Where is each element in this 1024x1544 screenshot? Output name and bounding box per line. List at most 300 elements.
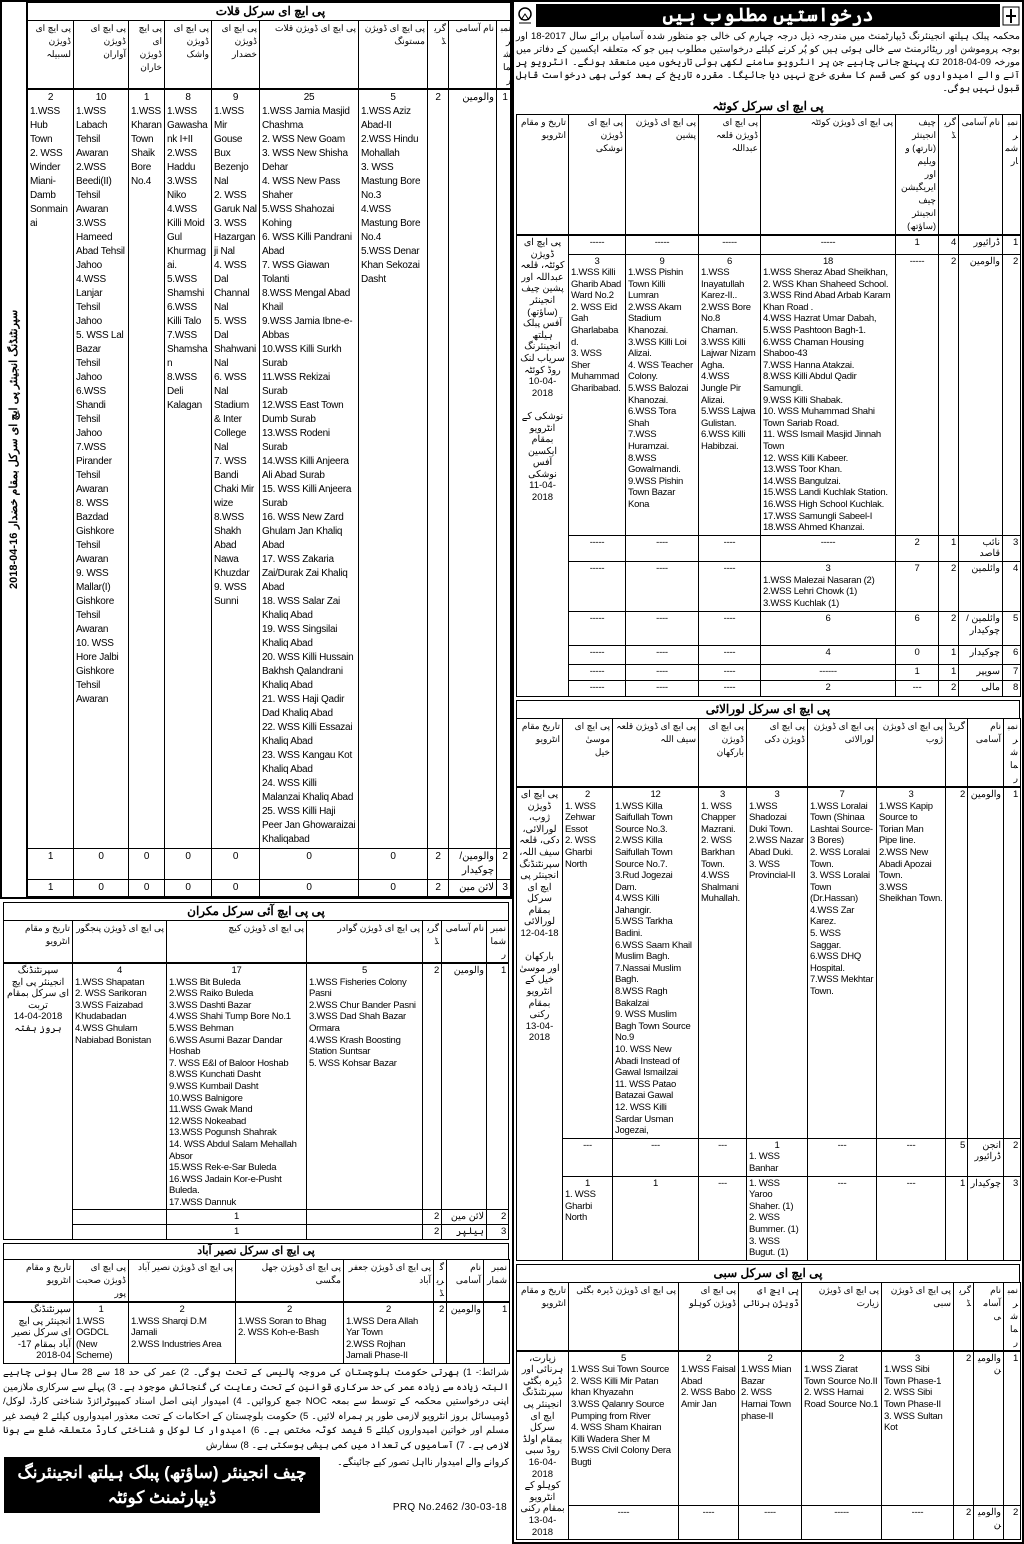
station-list: 1.WSS Dera Allah Yar Town 2.WSS Rojhan Jamali Phase-II [346,1315,419,1362]
interview-date-venue: زیارت، ہرنائی اور ڈیرہ بگٹی سپرنٹنڈنگ انجینئر پی ایچ ای سرکل بمقام اولڈ روڈ سبی 16-04-2018 کوہلو کے انٹرویو بمقام رکنی 13-04-2018 [517,1351,569,1540]
table-row [4,963,509,1210]
serial-number: 7 [1003,664,1021,680]
serial-number: 1 [484,1302,510,1363]
serial-number: 2 [1003,254,1021,535]
column-header: پی ایچ ای ڈویژن خاران [129,21,165,90]
station-list-cell [761,561,896,611]
column-header: نام آسامی [974,1282,1004,1351]
serial-number: 4 [1003,561,1021,611]
post-count: 10 [95,92,107,103]
naseerabad-vacancy-table [3,1259,510,1364]
column-header: گریڈ [946,718,968,787]
column-header: پی ایچ ای ڈویژن کوئٹہ [761,115,896,236]
post-name: والومین [968,787,1004,1138]
station-list: 1.WSS Aziz Abad-II 2.WSS Hindu Mohallah 3. WSS Mastung Bore No.3 4.WSS Mastung Bore No.4 5.WSS Denar Khan Sekozai Dasht [361,106,421,285]
post-count: 5 [361,965,368,976]
station-list: 1.WSS Kapip Source to Torian Man Pipe line. 2.WSS New Abadi Apozai Town. 3.WSS Sheikhan Town. [879,800,943,905]
table-cell: ---- [699,680,761,696]
station-list: 1.WSS Inayatullah Karez-II.. 2.WSS Bore No.8 Chaman. 3.WSS Killi Lajwar Nizam Agha. 4.WSS Jungle Pir Alizai. 5.WSS Lajwa Gulistan. 6.WSS Killi Habibzai. [701,267,756,452]
station-list-cell [626,254,699,535]
station-list-cell [74,1302,129,1363]
column-header: پی ایچ ای ڈویژن کیچ [167,921,307,964]
grade: 2 [423,1210,442,1225]
table-cell: ----- [761,235,896,254]
kalat-vacancy-table [27,20,514,897]
phe-logo-icon [1002,6,1020,26]
station-list: 1.WSS Killi Gharib Abad Ward No.2 2. WSS Eid Gah Gharlababad. 3. WSS Sher Muhammad Gharibabad. [571,267,622,395]
table-cell: ----- [761,535,896,561]
post-count: 4 [116,965,123,976]
makran-title: پی پی ایچ آئی سرکل مکران [3,902,509,920]
column-header: پی ایچ ای ڈویژن واشک [165,21,212,90]
column-header: نمبر شمار [1004,718,1021,787]
station-list-cell [563,787,613,1138]
station-list: 1.WSS Sui Town Source 2. WSS Killi Mir Patan khan Khyazahn 3.WSS Qalanry Source Pumping from River 4. WSS Sham Khairan Killi Wadera Sher M 5.WSS Civil Colony Dera Bugti [571,1364,671,1469]
station-list-cell [802,1351,882,1506]
post-count: 17 [231,965,242,976]
post-count: 3 [825,562,831,574]
table-cell: 6 [761,611,896,645]
serial-number: 2 [1004,1138,1021,1176]
column-header: پی ایچ ای ڈویژن نصیر آباد [129,1260,236,1303]
post-count: 3 [914,1352,921,1364]
station-list: 1.WSS Loralai Town (Shinaa Lashtai Source-3 Bores) 2. WSS Loralai Town. 3. WSS Loralai Town (Dr.Hassan) 4.WSS Zar Karez. 5. WSS Saggar. 6.WSS DHQ Hospital. 7.WSS Mekhtar Town. [810,800,874,998]
station-list-cell [699,254,761,535]
grade: 2 [954,1351,974,1506]
kalat-section [0,0,512,899]
table-row [517,1506,1021,1540]
column-header: نام آسامی [449,21,497,90]
station-list: 1. WSS Chapper Mazrani. 2. WSS Barkhan Town. 4.WSS Shalmani Muhallah. [701,800,740,905]
column-header: تاریخ و مقام انٹرویو [517,115,569,236]
column-header: تاریخ مقام انٹرویو [517,718,563,787]
column-header: نام آسامی [968,718,1004,787]
station-list-cell [359,89,428,849]
post-name: لائن مین [442,1210,487,1225]
column-header: پی ایچ ای ڈویژن جعفر آباد [344,1260,434,1303]
table-row [517,1138,1021,1176]
post-count: 3 [594,255,600,267]
table-cell: 4 [761,645,896,664]
grade: 2 [428,849,449,880]
station-list-cell [344,1302,434,1363]
table-cell: ----- [569,680,626,696]
post-count: 8 [185,92,191,103]
station-list-cell [699,787,747,1138]
station-list: 1.WSS Malezai Nasaran (2) 2.WSS Lehri Chowk (1) 3.WSS Kuchlak (1) [763,574,875,609]
grade: 4 [939,235,959,254]
table-cell: ----- [802,1506,882,1540]
table-cell: ---- [626,645,699,664]
table-cell: 0 [165,880,212,897]
header-row [4,921,509,964]
table-cell: ---- [882,1506,954,1540]
serial-number: 8 [1003,680,1021,696]
table-row [517,254,1021,535]
table-cell [73,1210,167,1225]
grade: 5 [946,1138,968,1176]
table-row [4,1210,509,1225]
station-list-cell [260,89,359,849]
table-cell: 0 [260,880,359,897]
column-header: پی ایچ ای موسیٰ خیل [563,718,613,787]
table-cell: ---- [626,611,699,645]
post-name: والومین/چوکیدار [449,849,497,880]
table-cell: 0 [129,849,165,880]
table-row [517,535,1021,561]
station-list-cell [167,963,307,1210]
post-name: ڈرائیور [959,235,1003,254]
right-column [512,0,1024,1544]
serial-number: 1 [497,89,514,849]
table-cell [307,1210,423,1225]
table-cell: ---- [699,664,761,680]
footer-row [4,1457,509,1513]
table-cell: ---- [699,561,761,611]
column-header: گریڈ [423,921,442,964]
serial-number: 1 [1003,235,1021,254]
column-header: نام آسامی [959,115,1003,236]
column-header: پی ایچ ای ڈویژن آواران [74,21,129,90]
table-cell: 0 [165,849,212,880]
column-header: پی ایچ ای ڈویژن صحبت پور [74,1260,129,1303]
header-row [517,718,1021,787]
station-list-cell [613,787,699,1138]
sibi-vacancy-table [516,1282,1021,1541]
column-header: نمبر شمار [497,21,514,90]
serial-number: 6 [1003,645,1021,664]
station-list: 1.WSS Soran to Bhag 2. WSS Koh-e-Bash [238,1315,327,1339]
table-cell: ---- [626,561,699,611]
loralai-vacancy-table [516,718,1021,1261]
grade: 2 [939,680,959,696]
station-list: 1.WSS Hub Town 2. WSS Winder Miani-Damb Sonmainai [30,106,68,229]
serial-number: 3 [1003,535,1021,561]
table-row [517,645,1021,664]
naseerabad-title: پی ایچ ای سرکل نصیر آباد [3,1243,509,1259]
column-header: پی ایچ ای ڈویژن پنجگور [73,921,167,964]
column-header: پی ایچ ای ڈویژن قلعہ عبداللہ [699,115,761,236]
column-header: پی ایچ ای ڈویژن سبی [882,1282,954,1351]
post-count: 2 [584,788,591,800]
grade: 2 [939,611,959,645]
post-name: چوکیدار [959,645,1003,664]
table-cell: 0 [129,880,165,897]
post-count: 9 [659,255,665,267]
interview-date-venue: پی ایچ ای ڈویژن ژوب، لورالائی، دکی، قلعہ سیف اللہ، سپرنٹنڈنگ انجینئر پی ایچ ای سرکل بمقام لورالائی 12-04-18 بارکھان اور موسیٰ خیل کے انٹرویو بمقام رکنی 13-04-2018 [517,787,563,1260]
station-list: 1.WSS Shadozai Duki Town. 2.WSS Nazar Abad Duki. 3. WSS Provincial-II [749,800,804,882]
grade: 2 [434,1302,447,1363]
post-count: 18 [822,255,834,267]
footer-right [324,1457,509,1513]
table-cell: 0 [74,849,129,880]
grade: 2 [946,787,968,1138]
table-row [517,1351,1021,1506]
grade: 2 [428,880,449,897]
column-header: پی ایچ ای ڈویژن زیارت [802,1282,882,1351]
serial-number: 1 [1004,787,1021,1138]
post-count: 25 [303,92,315,103]
table-cell: ---- [569,1506,679,1540]
terms-and-conditions: شرائط:- 1) بھرتی حکومت بلوچستان کی مروجہ پالیسی کے تحت ہوگی۔ 2) عمر کی حد 18 سے 28 سال ہونی چاہیے البتہ زیادہ سے زیادہ عمر کی حد سرکاری قوانین کے تحت رعایت کی گنجائش موجود ہے۔ 3) پہلے سے سرکاری ملازمین اپنی درخواستیں محکمہ کے توسط سے بمعہ NOC جمع کروائیں۔ 4) امیدوار اپنی اصل اسناد کمپیوٹرائزڈ شناختی کارڈ، لوکل/ڈومیسائل بروز انٹرویو لازمی طور پر ہمراہ لائیں۔ 5) حکومت بلوچستان کے احکامات کے تحت معذور امیدواروں کیلئے 2 فیصد غیر مسلم اور خواتین امیدواروں کیلئے 5 فیصد کوٹہ مختص ہے۔ 6) امیدوار کا لوکل و شناختی کارڈ متعلقہ ضلع سے ہونا لازمی ہے۔ 7) آسامیوں کی تعداد میں کمی بیشی ہوسکتی ہے۔ 8) سفارش [3,1367,509,1451]
grade: 1 [939,535,959,561]
post-count: 12 [650,788,661,800]
column-header: نام آسامی [442,921,487,964]
column-header: تاریخ و مقام انٹرویو [4,921,73,964]
station-list: 1.WSS Jamia Masjid Chashma 2. WSS New Goam 3. WSS New Shisha Dehar 4. WSS New Pass Shaher 5.WSS Shahozai Kohing 6. WSS Killi Pandrani Abad 7. WSS Giawan Tolanti 8.WSS Mengal Abad Khail 9.WSS Jamia Ibne-e-Abbas 10.WSS Killi Surkh Surab 11.WSS Rekizai Surab 12.WSS East Town Dumb Surab 13.WSS Rodeni Surab 14.WSS Killi Anjeera Ali Abad Surab 15. WSS Killi Anjeera Surab 16. WSS New Zard Ghulam Jan Khaliq Abad 17. WSS Zakaria Zai/Durak Zai Khaliq Abad 18. WSS Salar Zai Khaliq Abad 19. WSS Singsilai Khaliq Abad 20. WSS Killi Hussain Bakhsh Qalandrani Khaliq Abad 21. WSS Haji Qadir Dad Khaliq Abad 22. WSS Killi Essazai Khaliq Abad 23. WSS Kangau Kot Khaliq Abad 24. WSS Killi Malanzai Khaliq Abad 25. WSS Killi Haji Peer Jan Ghowaraizai Khaliqabad [262,106,356,845]
post-name: انجن ڈرائیور [968,1138,1004,1176]
station-list: 1. WSS Zehwar Essot 2. WSS Gharbi North [565,800,596,870]
header-row [4,1260,510,1303]
table-cell: ----- [569,561,626,611]
serial-number: 2 [1004,1506,1021,1540]
station-list: 1. WSS Banhar [749,1151,780,1174]
serial-number: 1 [487,963,509,1210]
table-cell: --- [699,1176,747,1260]
table-cell: 2 [761,680,896,696]
grade: 1 [939,664,959,680]
table-cell: 1 [613,1176,699,1260]
station-list: 1. WSS Yaroo Shaher. (1) 2. WSS Bummer. (1) 3. WSS Bugut. (1) [749,1177,799,1259]
column-header: پی ایچ ای ڈویژن لورالائی [808,718,877,787]
station-list-cell [761,254,896,535]
column-header: پی ایچ ای ڈویژن قلات [260,21,359,90]
station-list-cell [679,1351,739,1506]
post-count: 6 [726,255,733,267]
table-cell: 0 [359,849,428,880]
column-header: گریڈ [939,115,959,236]
interview-date-venue: سپرنٹنڈنگ انجینئر پی ایچ ای سرکل بمقام تربت 14-04-2018 بروز ہفتہ [4,963,73,1240]
station-list: 1.WSS Pishin Town Killi Lumran 2.WSS Akam Stadium Khanozai. 3.WSS Killi Loi Alizai. 4. WSS Teacher Colony. 5.WSS Balozai Khanozai. 6.WSS Tora Shah 7.WSS Huramzai. 8.WSS Gowalmandi. 9.WSS Pishin Town Bazar Kona [628,267,693,510]
table-cell: ---- [679,1506,739,1540]
table-cell: --- [877,1176,946,1260]
table-cell: --- [808,1176,877,1260]
post-name: مالی [959,680,1003,696]
column-header: تاریخ و مقام انٹرویو [517,1282,569,1351]
column-header: گریڈ [434,1260,447,1303]
serial-number: 1 [1004,1351,1021,1506]
header-row [28,21,514,90]
column-header: پی ایچ ای ڈویژن ڈیرہ بگٹی [569,1282,679,1351]
table-cell: 0 [212,880,260,897]
table-row [28,849,514,880]
table-cell: ---- [739,1506,802,1540]
post-name: سویپر [959,664,1003,680]
post-name: ہیلپر [442,1225,487,1240]
column-header: پی ایچ ای ڈویژن پشین [626,115,699,236]
grade: 2 [423,1225,442,1240]
column-header: نمبر شمار [1004,1282,1021,1351]
post-name: والومین [959,254,1003,535]
naseerabad-section [0,1240,512,1364]
table-cell: ------ [761,664,896,680]
column-header: گریڈ [954,1282,974,1351]
table-cell: ----- [569,664,626,680]
station-list: 1.WSS Mian Bazar 2. WSS Harnai Town phase-II [741,1364,792,1422]
table-cell: 0 [896,645,939,664]
post-count: 2 [705,1352,712,1364]
table-cell: ----- [569,611,626,645]
table-cell: 6 [896,611,939,645]
station-list: 1.WSS Labach Tehsil Awaran 2.WSS Beedi(II) Tehsil Awaran 3.WSS Hameed Abad Tehsil Jahoo 4.WSS Lanjar Tehsil Jahoo 5. WSS Lal Bazar Tehsil Jahoo 6.WSS Shandi Tehsil Jahoo 7.WSS Pirander Tehsil Awaran 8. WSS Bazdad Gishkore Tehsil Awaran 9. WSS Mallar(I) Gishkore Tehsil Awaran 10. WSS Hore Jalbi Gishkore Tehsil Awaran [76,106,125,705]
table-cell [73,1225,167,1240]
post-count: 2 [767,1352,773,1364]
column-header: پی ایچ ای ڈویژن گوادر [307,921,423,964]
station-list: 1.WSS Killa Saifullah Town Source No.3. 2.WSS Killa Saifullah Town Source No.7. 3.Rud Jogezai Dam. 4.WSS Killi Jahangir. 5.WSS Tarkha Badini. 6.WSS Saam Khail Muslim Bagh. 7.Nassai Muslim Bagh. 8.WSS Ragh Bakalzai 9. WSS Muslim Bagh Town Source No.9 10. WSS New Abadi Instead of Gawal Ismailzai 11. WSS Patao Batazai Gawal 12. WSS Killi Sardar Usman Jogezai, [615,800,692,1137]
authority-banner [4,1457,320,1513]
post-count: 3 [774,788,780,800]
table-row [28,89,514,849]
column-header: پی ایچ ای ڈویژن ہرنائی [739,1282,802,1351]
table-cell: 1 [167,1225,307,1240]
post-name: نائب قاصد [959,535,1003,561]
station-list: 1.WSS Faisal Abad 2. WSS Babo Amir Jan [681,1364,736,1411]
station-list-cell [882,1351,954,1506]
table-row [517,664,1021,680]
column-header: نام آسامی [447,1260,484,1303]
station-list-cell [808,787,877,1138]
serial-number: 3 [497,880,514,897]
table-row [517,235,1021,254]
station-list: 1.WSS Kharan Town Shaik Bore No.4 [131,106,162,187]
column-header: گریڈ [428,21,449,90]
table-cell: 1 [896,664,939,680]
table-cell: --- [808,1138,877,1176]
table-row [517,611,1021,645]
column-header: نمبر شمار [1003,115,1021,236]
intro-paragraph: محکمہ پبلک ہیلتھ انجینئرنگ ڈیپارٹمنٹ میں مندرجہ ذیل درجہ چہارم کی خالی جو منظور شدہ آسامیاں برائے سال 2017-18 اور بوجہ پروموشن اور ریٹائرمنٹ سے خالی ہوئی ہیں کو پُر کرنے کیلئے درخواستیں مطلوب ہیں جو کہ متعلقہ ایکسین کے دفاتر میں مورخہ 09-04-2018 تک پہنچ جانی چاہیے جن پر انٹرویو سامنے لکھی ہوئی تاریخوں میں منعقد ہونگے۔ انٹرویو پر آنے والے امیدواروں کو کسی قسم کا سفری خرچ نہیں دیا جائیگا۔ مقررہ تاریخ کے بعد کوئی بھی درخواست قابل قبول نہیں ہوگی۔ [516,31,1020,94]
table-row [517,680,1021,696]
left-column [0,0,512,1517]
post-count: 5 [390,92,396,103]
kalat-title: پی ایچ ای سرکل قلات [27,2,514,20]
post-count: 2 [179,1304,185,1316]
grade: 2 [939,254,959,535]
table-cell: ---- [699,535,761,561]
page-title: درخواستیں مطلوب ہیں [536,4,1000,27]
table-cell: 1 [896,235,939,254]
serial-number: 5 [1003,611,1021,645]
column-header: نمبر شمار [484,1260,510,1303]
table-cell: ----- [569,535,626,561]
station-list: 1.WSS Mir Gouse Bux Bezenjo Nal 2. WSS Garuk Nal 3. WSS Hazarganji Nal 4. WSS Dal Channal Nal 5. WSS Dal Shahwani Nal 6. WSS Nal Stadium & Inter College Nal 7. WSS Bandi Chaki Mir wize 8.WSS Shakh Abad Nawa Khuzdar 9. WSS Sunni [214,106,257,607]
station-list: 1.WSS OGDCL (New Scheme) [76,1315,113,1362]
quetta-vacancy-table [516,114,1021,697]
station-list-cell [165,89,212,849]
table-cell: 2 [896,535,939,561]
table-cell: --- [877,1138,946,1176]
post-count: 1 [98,1304,104,1316]
station-list: 1.WSS Ziarat Town Source No.II 2. WSS Harnai Road Source No.1 [804,1364,879,1411]
authority-line-1: چیف انجینئر (ساؤتھ) پبلک ہیلتھ انجینئرنگ [17,1463,307,1483]
post-count: 7 [839,788,845,800]
column-header: پی ایچ ای ڈویژن کوہلو [679,1282,739,1351]
column-header: پی ایچ ای ڈویژن جھل مگسی [236,1260,344,1303]
header-row [517,115,1021,236]
post-name: والومین [974,1351,1004,1506]
serial-number: 3 [1004,1176,1021,1260]
column-header: پی ایچ ای ڈویژن بارکھان [699,718,747,787]
post-count: 1 [143,92,150,103]
table-cell: 1 [28,849,74,880]
column-header: پی ایچ ای ڈویژن لسبیلہ [28,21,74,90]
post-name: چوکیدار [968,1176,1004,1260]
table-cell: 0 [359,880,428,897]
loralai-title: پی ایچ ای سرکل لورالائی [516,700,1020,718]
station-list: 1.WSS Sharqi D.M Jamali 2.WSS Industries Area [131,1315,222,1350]
table-cell: --- [563,1138,613,1176]
station-list-cell [739,1351,802,1506]
serial-number: 3 [487,1225,509,1240]
serial-number: 2 [487,1210,509,1225]
post-name: والومین [449,89,497,849]
table-cell: --- [699,1138,747,1176]
table-cell: ---- [626,664,699,680]
station-list: 1.WSS Shapatan 2. WSS Sarikoran 3.WSS Faizabad Khudabadan 4.WSS Ghulam Nabiabad Bonistan [75,976,152,1046]
table-cell: ----- [896,254,939,535]
column-header: تاریخ و مقام انٹرویو [4,1260,74,1303]
grade: 2 [939,561,959,611]
prq-number: PRQ No.2462 /30-03-18 [392,1502,507,1514]
station-list-cell [569,254,626,535]
table-cell: ---- [626,680,699,696]
table-row [517,561,1021,611]
table-cell: 0 [212,849,260,880]
table-cell: 7 [896,561,939,611]
station-list: 1.WSS Sheraz Abad Sheikhan, 2. WSS Khan Shaheed School. 3.WSS Rind Abad Arbab Karam Khan Road . 4.WSS Hazrat Umar Dabah, 5.WSS Pashtoon Bagh-1. 6.WSS Chaman Housing Shaboo-43 7.WSS Hanna Atakzai. 8.WSS Killi Abdul Qadir Samungli. 9.WSS Killi Shabak. 10. WSS Muhammad Shahi Town Sariab Road. 11. WSS Ismail Masjid Jinnah Town 12. WSS Killi Kabeer. 13.WSS Toor Khan. 14.WSS Bangulzai. 15.WSS Landi Kuchlak Station. 16.WSS High School Kuchlak. 17.WSS Samungli Sabeel-I 18.WSS Ahmed Khanzai. [763,267,891,534]
sibi-title: پی ایچ ای سرکل سبی [516,1264,1020,1282]
table-cell: ----- [626,235,699,254]
table-row [4,1302,510,1363]
table-cell: ---- [699,645,761,664]
column-header: پی ایچ ای ڈویژن ژوب [877,718,946,787]
table-cell: 0 [74,880,129,897]
station-list-cell [212,89,260,849]
station-list: 1.WSS Fisheries Colony Pasni 2.WSS Chur Bander Pasni 3.WSS Dad Shah Bazar Ormara 4.WSS Krash Boosting Station Suntsar 5. WSS Kohsar Bazar [309,976,416,1069]
grade: 1 [939,645,959,664]
post-name: والومین [447,1302,484,1363]
station-list-cell [877,787,946,1138]
column-header: پی ایچ ای ڈویژن دکی [747,718,808,787]
post-count: 1 [774,1139,780,1151]
interview-date-venue: پی ایچ ای ڈویژن کوئٹہ، قلعہ عبداللہ اور پشین چیف انجینئر (ساؤتھ) آفس پبلک ہیلتھ انجینئرنگ سریاب لنک روڈ کوئٹہ 10-04-2018 نوشکی کے انٹرویو بمقام ایکسین آفس نوشکی 11-04-2018 [517,235,569,696]
post-name: وائلمین / چوکیدار [959,611,1003,645]
station-list: 1.WSS Sibi Town Phase-1 2. WSS Sibi Town Phase-II 3. WSS Sultan Kot [884,1364,943,1434]
station-list: 1. WSS Gharbi North [565,1189,596,1224]
table-cell: --- [896,680,939,696]
station-list: 1.WSS Gawashank I+II 2.WSS Haddu 3.WSS Niko 4.WSS Killi Moid Gul Khurmagai. 5.WSS Shamshi 6.WSS Killi Talo 7.WSS Shamshan 8.WSS Deli Kalagan [167,106,208,411]
post-name: لائن مین [449,880,497,897]
table-cell: ---- [626,535,699,561]
kalat-interview-strip [2,2,27,897]
quetta-title: پی ایچ ای سرکل کوئٹہ [712,99,824,113]
table-cell: ----- [699,235,761,254]
column-header: نمبر شمار [487,921,509,964]
grade: 1 [946,1176,968,1260]
title-row [516,4,1020,27]
column-header: پی ایچ ای ڈویژن قلعہ سیف اللہ [613,718,699,787]
post-count: 1 [584,1177,591,1189]
post-count: 2 [385,1304,392,1316]
table-row [4,1225,509,1240]
post-count: 2 [47,92,54,103]
table-cell [307,1225,423,1240]
table-row [517,787,1021,1138]
station-list-cell [129,1302,236,1363]
station-list-cell [747,1138,808,1176]
column-header: پی ایچ ای ڈویژن نوشکی [569,115,626,236]
kalat-body [27,2,514,897]
